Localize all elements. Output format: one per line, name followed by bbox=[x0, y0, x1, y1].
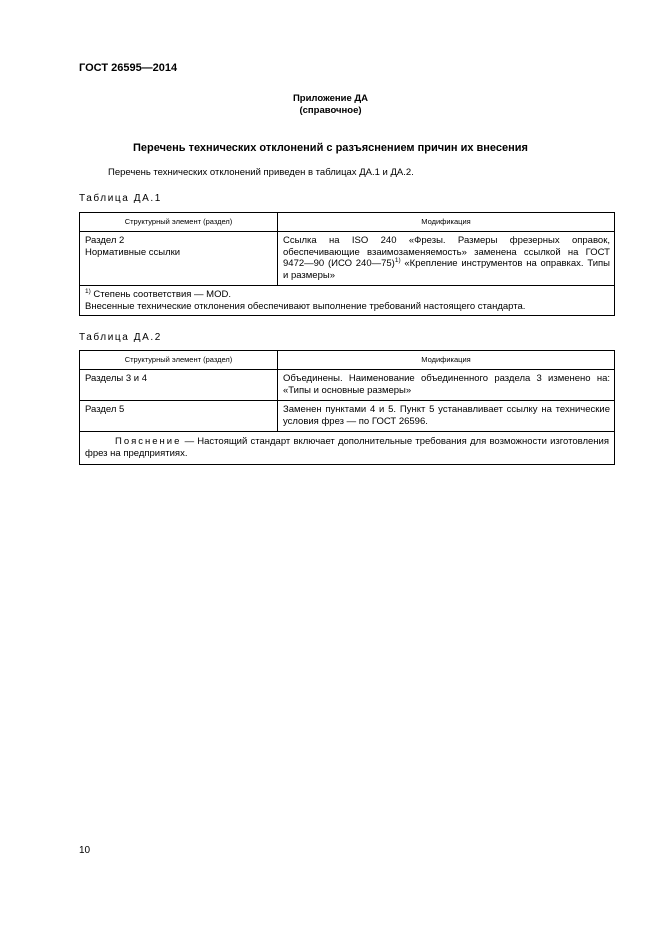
element-line: Раздел 2 bbox=[85, 235, 125, 246]
element-cell: Раздел 5 bbox=[80, 401, 278, 432]
footnote-marker: 1) bbox=[394, 257, 401, 264]
modification-cell: Объединены. Наименование объединенного раздела 3 изменено на: «Типы и основные размеры» bbox=[278, 370, 615, 401]
modification-text: Ссылка на ISO 240 «Фрезы. Размеры фрезерных оправок, обеспечивающие взаимозаменяемость» заменена ссылкой на ГОСТ 9472—90 (ИСО 240—75) bbox=[283, 235, 610, 269]
table-da2 bbox=[79, 350, 615, 465]
column-header-modification: Модификация bbox=[278, 351, 615, 370]
annex-title: Приложение ДА bbox=[292, 93, 369, 104]
footnote-text: Степень соответствия — MOD. bbox=[90, 289, 231, 300]
table-header-row bbox=[80, 213, 615, 232]
footnote-row bbox=[80, 286, 615, 316]
annex-header bbox=[0, 93, 661, 117]
table2-caption: Таблица ДА.2 bbox=[79, 332, 162, 343]
footnote-cell bbox=[80, 286, 615, 316]
annex-heading: Перечень технических отклонений с разъяснением причин их внесения bbox=[133, 142, 528, 154]
modification-cell: Заменен пунктами 4 и 5. Пункт 5 устанавливает ссылку на технические условия фрез — по ГОСТ 26596. bbox=[278, 401, 615, 432]
note-text: — Настоящий стандарт включает дополнительные требования для возможности изготовления фрез на предприятиях. bbox=[85, 436, 609, 459]
table-da1 bbox=[79, 212, 615, 316]
element-cell: Разделы 3 и 4 bbox=[80, 370, 278, 401]
page-number: 10 bbox=[79, 845, 91, 856]
note-cell bbox=[80, 432, 615, 465]
annex-status: (справочное) bbox=[299, 105, 362, 116]
modification-text: «Крепление инструментов на оправках. Типы и размеры» bbox=[283, 258, 610, 281]
column-header-element: Структурный элемент (раздел) bbox=[80, 213, 278, 232]
footnote bbox=[85, 289, 609, 301]
column-header-element: Структурный элемент (раздел) bbox=[80, 351, 278, 370]
element-cell bbox=[80, 232, 278, 286]
element-line: Нормативные ссылки bbox=[85, 246, 181, 258]
note-row bbox=[80, 432, 615, 465]
table-row bbox=[80, 401, 615, 432]
table-header-row bbox=[80, 351, 615, 370]
intro-paragraph: Перечень технических отклонений приведен в таблицах ДА.1 и ДА.2. bbox=[108, 167, 414, 178]
modification-cell bbox=[278, 232, 615, 286]
table1-caption: Таблица ДА.1 bbox=[79, 193, 162, 204]
table-row bbox=[80, 370, 615, 401]
column-header-modification: Модификация bbox=[278, 213, 615, 232]
footnote-marker: 1) bbox=[85, 288, 91, 295]
table-row bbox=[80, 232, 615, 286]
note-label: Пояснение bbox=[115, 436, 182, 447]
footnote-text: Внесенные технические отклонения обеспечивают выполнение требований настоящего стандарта. bbox=[85, 300, 526, 312]
document-code: ГОСТ 26595—2014 bbox=[79, 62, 178, 74]
